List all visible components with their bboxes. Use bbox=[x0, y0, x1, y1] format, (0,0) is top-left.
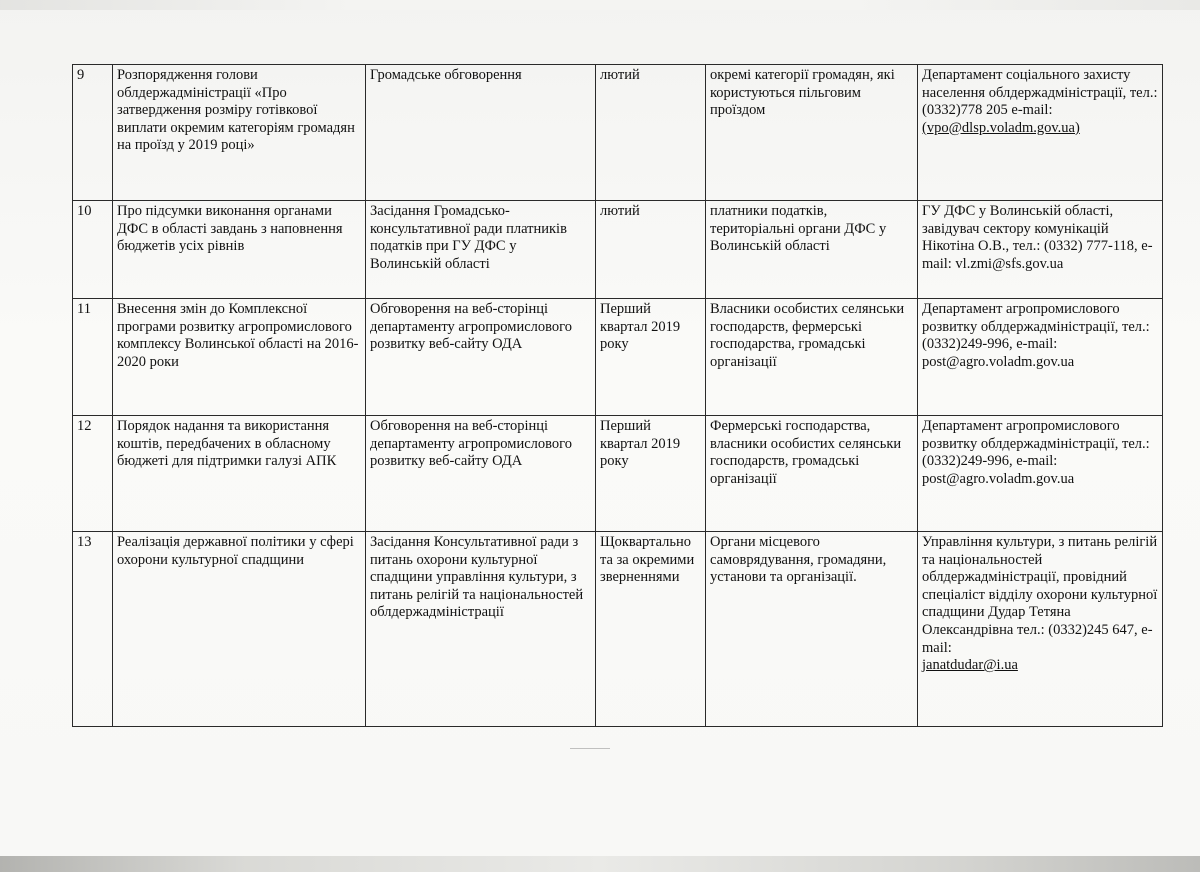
scan-artifact-line bbox=[570, 748, 610, 749]
contact-email-link[interactable]: janatdudar@i.ua bbox=[922, 657, 1018, 674]
contact-cell bbox=[918, 299, 1163, 416]
topic-cell: Реалізація державної політики у сфері охорони культурної спадщини bbox=[113, 532, 366, 727]
topic-cell: Про підсумки виконання органами ДФС в області завдань з наповнення бюджетів усіх рівнів bbox=[113, 201, 366, 299]
contact-text: Управління культури, з питань релігій та національностей облдержадміністрації, провідний спеціаліст відділу охорони культурної спадщини Дудар Тетяна Олександрівна тел.: (0332)245 647, e-mail: bbox=[922, 534, 1158, 656]
target-cell: платники податків, територіальні органи ДФС у Волинській області bbox=[706, 201, 918, 299]
contact-text: ГУ ДФС у Волинській області, завідувач сектору комунікацій Нікотіна О.В., тел.: (0332) 777-118, e-mail: vl.zmi@sfs.gov.ua bbox=[922, 203, 1153, 272]
target-cell: Власники особистих селянськи господарств, фермерські господарства, громадські організації bbox=[706, 299, 918, 416]
contact-cell bbox=[918, 201, 1163, 299]
scan-edge-bottom bbox=[0, 856, 1200, 872]
contact-cell bbox=[918, 416, 1163, 532]
contact-email-link[interactable]: (vpo@dlsp.voladm.gov.ua) bbox=[922, 119, 1080, 136]
contact-cell bbox=[918, 532, 1163, 727]
table-row bbox=[73, 65, 1163, 201]
target-cell: окремі категорії громадян, які користуються пільговим проїздом bbox=[706, 65, 918, 201]
term-cell: Перший квартал 2019 року bbox=[596, 416, 706, 532]
contact-cell bbox=[918, 65, 1163, 201]
table-row bbox=[73, 299, 1163, 416]
form-cell: Обговорення на веб-сторінці департаменту агропромислового розвитку веб-сайту ОДА bbox=[366, 416, 596, 532]
contact-text: Департамент агропромислового розвитку облдержадміністрації, тел.: (0332)249-996, e-mail: post@agro.voladm.gov.ua bbox=[922, 301, 1150, 370]
target-cell: Органи місцевого самоврядування, громадяни, установи та організації. bbox=[706, 532, 918, 727]
row-number: 10 bbox=[73, 201, 113, 299]
topic-cell: Внесення змін до Комплексної програми розвитку агропромислового комплексу Волинської області на 2016-2020 роки bbox=[113, 299, 366, 416]
contact-text: Департамент агропромислового розвитку облдержадміністрації, тел.: (0332)249-996, e-mail: post@agro.voladm.gov.ua bbox=[922, 418, 1150, 487]
table-row bbox=[73, 532, 1163, 727]
form-cell: Громадське обговорення bbox=[366, 65, 596, 201]
form-cell: Обговорення на веб-сторінці департаменту агропромислового розвитку веб-сайту ОДА bbox=[366, 299, 596, 416]
topic-cell: Розпорядження голови облдержадміністрації «Про затвердження розміру готівкової виплати окремим категоріям громадян на проїзд у 2019 році» bbox=[113, 65, 366, 201]
scan-edge-top bbox=[0, 0, 1200, 10]
form-cell: Засідання Громадсько-консультативної ради платників податків при ГУ ДФС у Волинській області bbox=[366, 201, 596, 299]
topic-cell: Порядок надання та використання коштів, передбачених в обласному бюджеті для підтримки галузі АПК bbox=[113, 416, 366, 532]
row-number: 11 bbox=[73, 299, 113, 416]
row-number: 13 bbox=[73, 532, 113, 727]
consultation-plan-table bbox=[72, 64, 1163, 727]
term-cell: лютий bbox=[596, 65, 706, 201]
target-cell: Фермерські господарства, власники особистих селянськи господарств, громадські організації bbox=[706, 416, 918, 532]
form-cell: Засідання Консультативної ради з питань охорони культурної спадщини управління культури, з питань релігій та національностей облдержадміністрації bbox=[366, 532, 596, 727]
term-cell: лютий bbox=[596, 201, 706, 299]
term-cell: Перший квартал 2019 року bbox=[596, 299, 706, 416]
table-row bbox=[73, 416, 1163, 532]
table-row bbox=[73, 201, 1163, 299]
row-number: 12 bbox=[73, 416, 113, 532]
row-number: 9 bbox=[73, 65, 113, 201]
contact-text: Департамент соціального захисту населення облдержадміністрації, тел.: (0332)778 205 e-mail: bbox=[922, 67, 1158, 119]
term-cell: Щоквартально та за окремими зверненнями bbox=[596, 532, 706, 727]
